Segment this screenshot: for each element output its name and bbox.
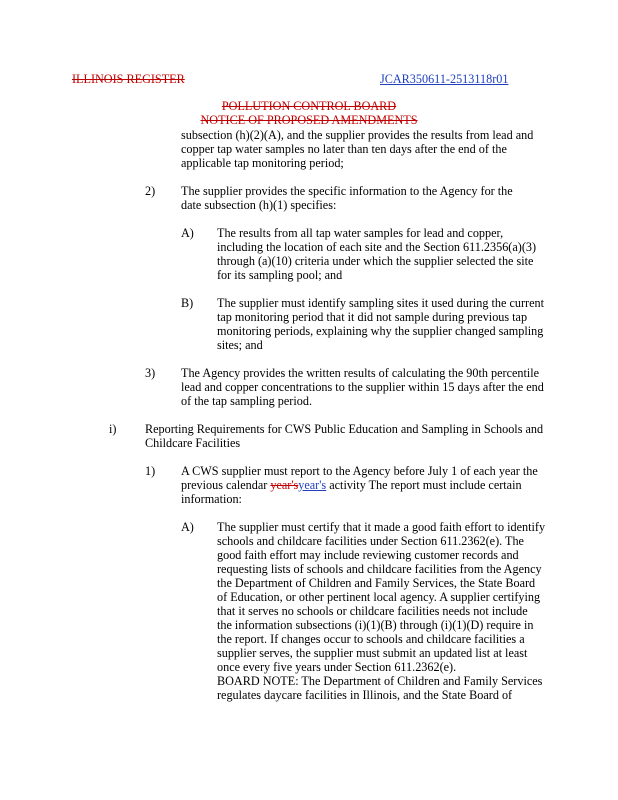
body-line: schools and childcare facilities under Section 611.2362(e). The: [217, 534, 524, 548]
body-line: Childcare Facilities: [145, 436, 241, 450]
header-left: ILLINOIS REGISTER: [72, 72, 185, 86]
body-line: monitoring periods, explaining why the supplier changed sampling: [217, 324, 544, 338]
body-line: of Education, or other pertinent local agency. A supplier certifying: [217, 590, 541, 604]
text-run: previous calendar: [181, 478, 271, 492]
header-board: POLLUTION CONTROL BOARD: [221, 99, 397, 113]
header-right: [380, 72, 508, 86]
body-line: The supplier must certify that it made a good faith effort to identify: [217, 520, 546, 534]
body-line: once every five years under Section 611.2362(e).: [217, 660, 457, 674]
body-line: the information subsections (i)(1)(B) through (i)(1)(D) require in: [217, 618, 534, 632]
body-line: subsection (h)(2)(A), and the supplier provides the results from lead and: [181, 128, 534, 142]
item-letter: A): [181, 520, 194, 534]
body-line: for its sampling pool; and: [217, 268, 343, 282]
header-right-suffix: r01: [492, 72, 509, 86]
body-line: [181, 478, 522, 492]
item-letter: A): [181, 226, 194, 240]
body-line: through (a)(10) criteria under which the supplier selected the site: [217, 254, 534, 268]
body-line: copper tap water samples no later than ten days after the end of the: [181, 142, 507, 156]
body-line: date subsection (h)(1) specifies:: [181, 198, 337, 212]
body-line: supplier serves, the supplier must submit an updated list at least: [217, 646, 528, 660]
item-number: 1): [145, 464, 156, 478]
body-line: lead and copper concentrations to the supplier within 15 days after the end: [181, 380, 544, 394]
body-line: sites; and: [217, 338, 263, 352]
header-notice: NOTICE OF PROPOSED AMENDMENTS: [200, 113, 418, 127]
body-line: including the location of each site and the Section 611.2356(a)(3): [217, 240, 537, 254]
inserted-text: year's: [298, 478, 327, 492]
header-right-main: JCAR350611-2513118: [380, 72, 493, 86]
item-roman: i): [109, 422, 117, 436]
item-letter: B): [181, 296, 194, 310]
body-line: The results from all tap water samples for lead and copper,: [217, 226, 504, 240]
body-line: The supplier must identify sampling sites it used during the current: [217, 296, 544, 310]
body-line: that it serves no schools or childcare facilities needs not include: [217, 604, 528, 618]
deleted-text: year's: [270, 478, 299, 492]
body-line: The supplier provides the specific information to the Agency for the: [181, 184, 513, 198]
item-number: 2): [145, 184, 156, 198]
body-line: applicable tap monitoring period;: [181, 156, 344, 170]
body-line: information:: [181, 492, 242, 506]
body-line: BOARD NOTE: The Department of Children and Family Services: [217, 674, 543, 688]
body-line: Reporting Requirements for CWS Public Education and Sampling in Schools and: [145, 422, 544, 436]
text-run: activity The report must include certain: [326, 478, 522, 492]
body-line: the Department of Children and Family Services, the State Board: [217, 576, 536, 590]
body-line: regulates daycare facilities in Illinois, and the State Board of: [217, 688, 513, 702]
body-line: of the tap sampling period.: [181, 394, 312, 408]
body-line: the report. If changes occur to schools and childcare facilities a: [217, 632, 525, 646]
body-line: A CWS supplier must report to the Agency before July 1 of each year the: [181, 464, 538, 478]
item-number: 3): [145, 366, 156, 380]
body-line: requesting lists of schools and childcare facilities from the Agency: [217, 562, 542, 576]
body-line: good faith effort may include reviewing customer records and: [217, 548, 519, 562]
body-line: tap monitoring period that it did not sample during previous tap: [217, 310, 528, 324]
body-line: The Agency provides the written results of calculating the 90th percentile: [181, 366, 540, 380]
